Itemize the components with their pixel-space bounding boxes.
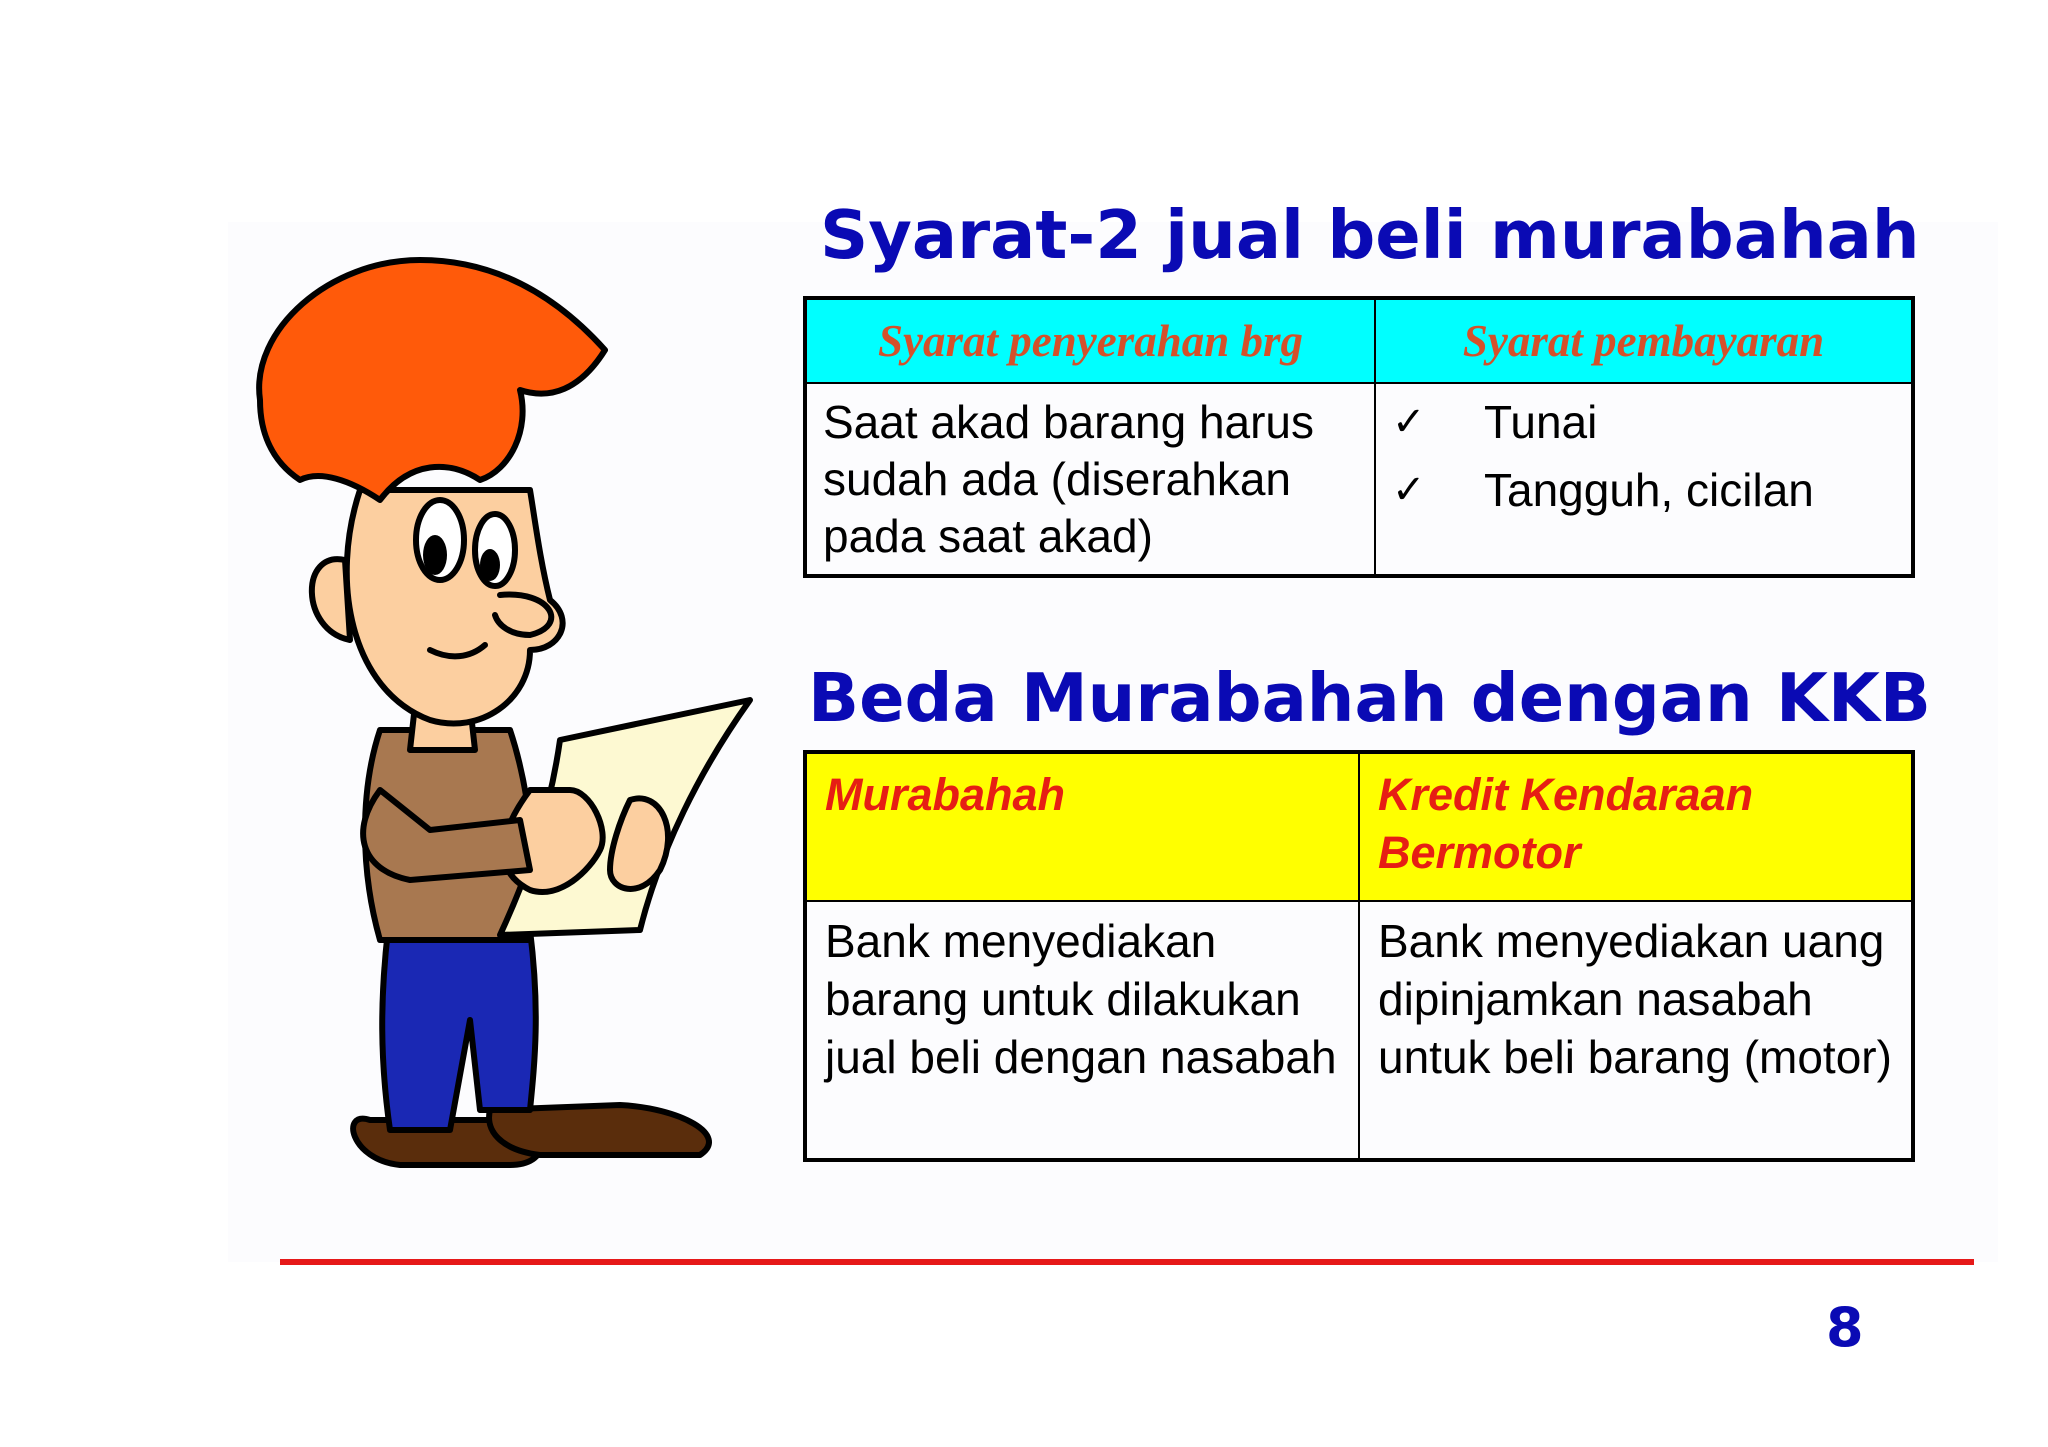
- header-syarat-penyerahan: Syarat penyerahan brg: [805, 298, 1375, 383]
- table-row: [805, 901, 1913, 1160]
- header-syarat-pembayaran: Syarat pembayaran: [1375, 298, 1913, 383]
- payment-option-tunai: Tunai: [1484, 396, 1598, 448]
- check-icon: ✓: [1392, 399, 1426, 445]
- kkb-description-cell: Bank menyediakan uang dipinjamkan nasabah untuk beli barang (motor): [1359, 901, 1913, 1160]
- section-title-beda: Beda Murabahah dengan KKB: [808, 659, 1931, 737]
- check-icon: ✓: [1392, 467, 1426, 513]
- header-kkb: Kredit Kendaraan Bermotor: [1359, 752, 1913, 901]
- list-item: [1392, 462, 1897, 530]
- table-header-row: [805, 298, 1913, 383]
- table-row: [805, 383, 1913, 576]
- section-title-syarat: Syarat-2 jual beli murabahah: [820, 196, 1920, 274]
- table-header-row: [805, 752, 1913, 901]
- comparison-table: [803, 750, 1915, 1162]
- payment-terms-cell: [1375, 383, 1913, 576]
- payment-option-tangguh: Tangguh, cicilan: [1484, 464, 1814, 516]
- syarat-table: [803, 296, 1915, 578]
- header-murabahah: Murabahah: [805, 752, 1359, 901]
- cartoon-man-reading-illustration: [230, 230, 790, 1190]
- footer-divider: [280, 1259, 1974, 1265]
- list-item: [1392, 394, 1897, 462]
- delivery-terms-cell: Saat akad barang harus sudah ada (diserahkan pada saat akad): [805, 383, 1375, 576]
- page-number: 8: [1826, 1296, 1864, 1359]
- murabahah-description-cell: Bank menyediakan barang untuk dilakukan jual beli dengan nasabah: [805, 901, 1359, 1160]
